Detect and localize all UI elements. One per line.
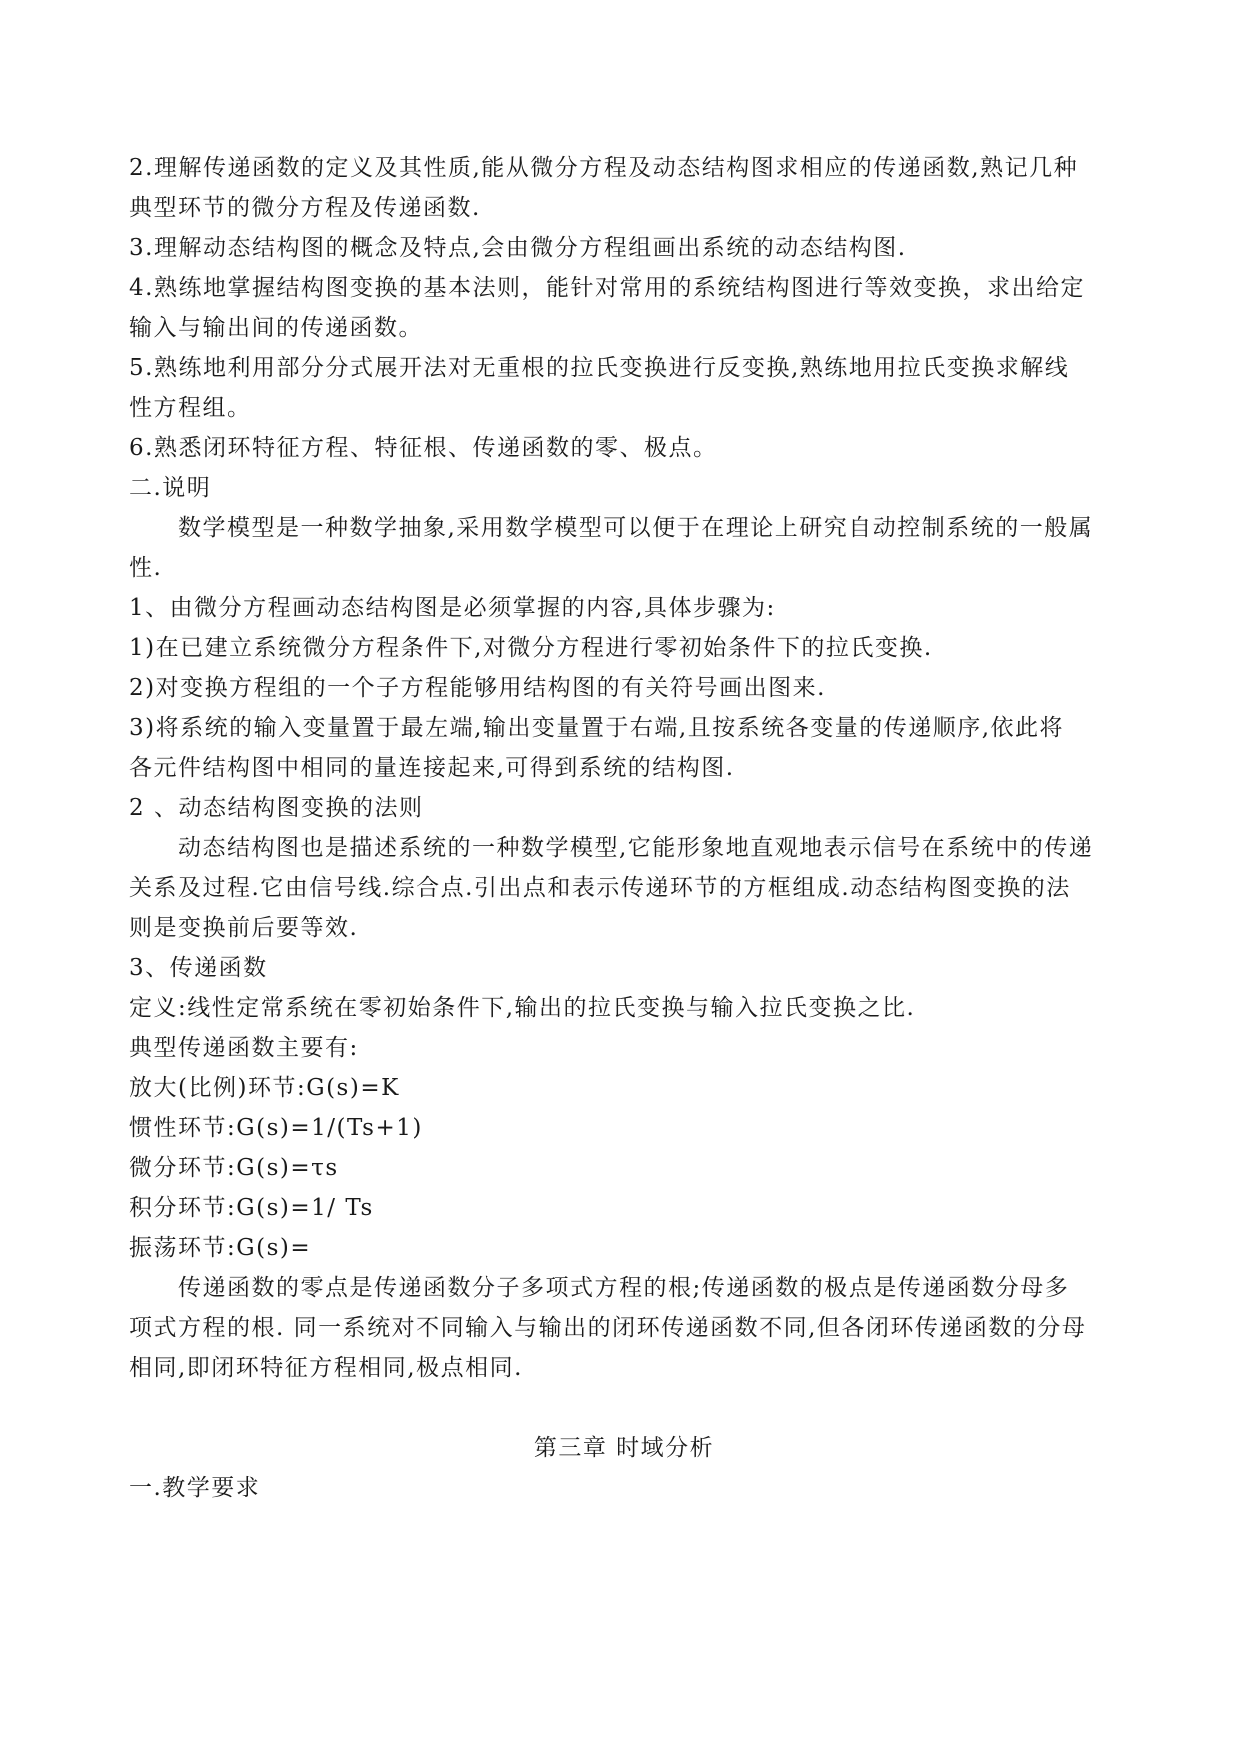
document-body: [129, 148, 1119, 1508]
text-line: 则是变换前后要等效.: [129, 915, 359, 941]
definition-line: 定义:线性定常系统在零初始条件下,输出的拉氏变换与输入拉氏变换之比.: [129, 995, 916, 1021]
step-3: 3)将系统的输入变量置于最左端,输出变量置于右端,且按系统各变量的传递顺序,依此将: [129, 715, 1065, 741]
text-line: 关系及过程.它由信号线.综合点.引出点和表示传递环节的方框组成.动态结构图变换的法: [129, 875, 1071, 901]
formula-proportional: 放大(比例)环节:G(s)=K: [129, 1075, 400, 1101]
text-line: 相同,即闭环特征方程相同,极点相同.: [129, 1355, 523, 1381]
subheading-1: 1、由微分方程画动态结构图是必须掌握的内容,具体步骤为:: [129, 595, 776, 621]
text-line: 3.理解动态结构图的概念及特点,会由微分方程组画出系统的动态结构图.: [129, 235, 907, 261]
text-line: 项式方程的根. 同一系统对不同输入与输出的闭环传递函数不同,但各闭环传递函数的分母: [129, 1315, 1087, 1341]
text-line: 4.熟练地掌握结构图变换的基本法则，能针对常用的系统结构图进行等效变换，求出给定: [129, 275, 1085, 301]
section-heading-explanation: 二.说明: [129, 475, 212, 501]
text-line: 6.熟悉闭环特征方程、特征根、传递函数的零、极点。: [129, 435, 718, 461]
step-2: 2)对变换方程组的一个子方程能够用结构图的有关符号画出图来.: [129, 675, 826, 701]
formula-inertial: 惯性环节:G(s)=1/(Ts+1): [129, 1115, 423, 1141]
subheading-2: 2 、动态结构图变换的法则: [129, 795, 424, 821]
chapter-title: 第三章 时域分析: [533, 1435, 715, 1461]
text-line: 性.: [129, 555, 163, 581]
text-line: 2.理解传递函数的定义及其性质,能从微分方程及动态结构图求相应的传递函数,熟记几种: [129, 155, 1079, 181]
step-1: 1)在已建立系统微分方程条件下,对微分方程进行零初始条件下的拉氏变换.: [129, 635, 933, 661]
paragraph-line: 传递函数的零点是传递函数分子多项式方程的根;传递函数的极点是传递函数分母多: [178, 1275, 1070, 1301]
formula-derivative: 微分环节:G(s)=τs: [129, 1155, 339, 1181]
section-heading-teaching-requirements: 一.教学要求: [129, 1475, 261, 1501]
paragraph-line: 动态结构图也是描述系统的一种数学模型,它能形象地直观地表示信号在系统中的传递: [178, 835, 1094, 861]
text-line: 典型环节的微分方程及传递函数.: [129, 195, 481, 221]
text-line: 输入与输出间的传递函数。: [129, 315, 423, 341]
text-line: 5.熟练地利用部分分式展开法对无重根的拉氏变换进行反变换,熟练地用拉氏变换求解线: [129, 355, 1070, 381]
text-line: 各元件结构图中相同的量连接起来,可得到系统的结构图.: [129, 755, 735, 781]
formula-oscillation: 振荡环节:G(s)=: [129, 1235, 312, 1261]
text-line: 典型传递函数主要有:: [129, 1035, 359, 1061]
paragraph-line: 数学模型是一种数学抽象,采用数学模型可以便于在理论上研究自动控制系统的一般属: [178, 515, 1094, 541]
formula-integral: 积分环节:G(s)=1/ Ts: [129, 1195, 374, 1221]
subheading-3: 3、传递函数: [129, 955, 268, 981]
text-line: 性方程组。: [129, 395, 252, 421]
